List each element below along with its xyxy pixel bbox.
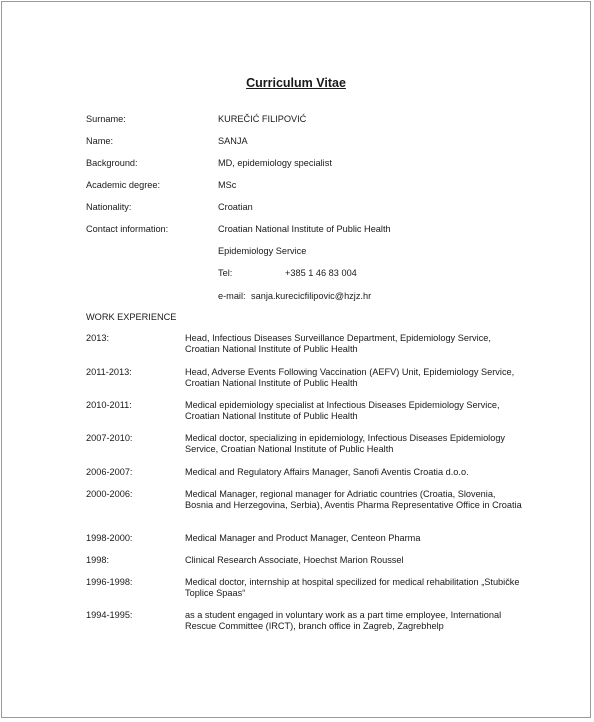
contact-service: Epidemiology Service [218, 246, 307, 256]
work-year: 1994-1995: [86, 610, 133, 620]
academic-degree-label: Academic degree: [86, 180, 161, 190]
tel-value: +385 1 46 83 004 [285, 268, 357, 278]
work-year: 1996-1998: [86, 577, 133, 587]
work-description: Head, Adverse Events Following Vaccination (AEFV) Unit, Epidemiology Service, Croatian National Institute of Public Health [185, 367, 515, 389]
email-value[interactable]: sanja.kurecicfilipovic@hzjz.hr [251, 291, 372, 301]
work-description: Medical Manager, regional manager for Adriatic countries (Croatia, Slovenia, Bosnia and Herzegovina, Serbia), Aventis Pharma Representative Office in Croatia [185, 489, 522, 511]
background-label: Background: [86, 158, 138, 168]
work-description: as a student engaged in voluntary work as a part time employee, International Rescue Committee (IRCT), branch office in Zagreb, Zagrebhelp [185, 610, 502, 632]
work-description: Medical doctor, internship at hospital specilized for medical rehabilitation „Stubičke Toplice Spaas“ [185, 577, 520, 599]
work-year: 2011-2013: [86, 367, 132, 377]
surname-label: Surname: [86, 114, 126, 124]
work-year: 1998: [86, 555, 109, 565]
work-year: 2013: [86, 333, 109, 343]
work-description: Head, Infectious Diseases Surveillance Department, Epidemiology Service, Croatian National Institute of Public Health [185, 333, 491, 355]
work-year: 2000-2006: [86, 489, 133, 499]
surname-value: KUREČIĆ FILIPOVIĆ [218, 114, 307, 124]
tel-label: Tel: [218, 268, 233, 278]
work-description: Medical epidemiology specialist at Infectious Diseases Epidemiology Service, Croatian National Institute of Public Health [185, 400, 500, 422]
name-value: SANJA [218, 136, 248, 146]
work-year: 2007-2010: [86, 433, 133, 443]
cv-document [1, 1, 591, 718]
email-label: e-mail: [218, 291, 246, 301]
name-label: Name: [86, 136, 114, 146]
background-value: MD, epidemiology specialist [218, 158, 332, 168]
work-description: Clinical Research Associate, Hoechst Marion Roussel [185, 555, 404, 565]
work-description: Medical doctor, specializing in epidemiology, Infectious Diseases Epidemiology Service, Croatian National Institute of Public Health [185, 433, 506, 455]
nationality-value: Croatian [218, 202, 253, 212]
document-title: Curriculum Vitae [246, 76, 346, 90]
work-year: 2010-2011: [86, 400, 132, 410]
contact-information-label: Contact information: [86, 224, 169, 234]
contact-organization: Croatian National Institute of Public Health [218, 224, 391, 234]
work-year: 2006-2007: [86, 467, 133, 477]
work-description: Medical and Regulatory Affairs Manager, Sanofi Aventis Croatia d.o.o. [185, 467, 469, 477]
work-year: 1998-2000: [86, 533, 133, 543]
academic-degree-value: MSc [218, 180, 237, 190]
nationality-label: Nationality: [86, 202, 132, 212]
work-description: Medical Manager and Product Manager, Centeon Pharma [185, 533, 421, 543]
work-experience-heading: WORK EXPERIENCE [86, 312, 177, 322]
